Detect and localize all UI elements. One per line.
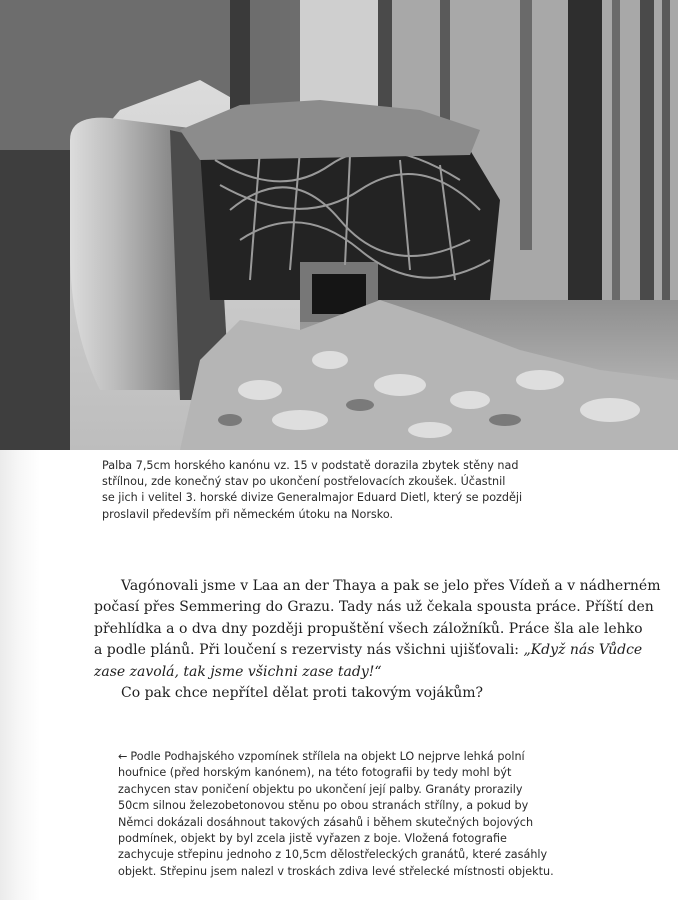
body-line: počasí přes Semmering do Grazu. Tady nás už čekala spousta práce. Příští den <box>94 599 654 616</box>
left-arrow-icon: ← <box>118 750 128 763</box>
side-note <box>118 749 558 880</box>
photo-caption <box>102 458 542 523</box>
body-quote: „Když nás Vůdce <box>523 642 643 659</box>
note-line: 50cm silnou železobetonovou stěnu po obou stranách střílny, a pokud by <box>118 799 529 813</box>
main-paragraph <box>94 576 661 704</box>
caption-line: se jich i velitel 3. horské divize Generalmajor Eduard Dietl, který se později <box>102 491 523 505</box>
body-line-text: a podle plánů. Při loučení s rezervisty nás všichni ujišťovali: <box>94 642 524 659</box>
caption-line: proslavil především při německém útoku na Norsko. <box>102 507 394 521</box>
body-line: Vagónovali jsme v Laa an der Thaya a pak se jelo přes Vídeň a v nádherném <box>121 578 661 594</box>
note-line <box>118 749 558 765</box>
note-line: zachycen stav poničení objektu po ukončení její palby. Granáty prorazily <box>118 782 523 796</box>
body-line <box>94 640 643 661</box>
note-line: podmínek, objekt by byl zcela jistě vyřazen z boje. Vložená fotografie <box>118 832 507 846</box>
note-line-text: Podle Podhajského vzpomínek střílela na objekt LO nejprve lehká polní <box>130 750 525 763</box>
body-line: Co pak chce nepřítel dělat proti takovým vojákům? <box>121 685 484 702</box>
note-line: objekt. Střepinu jsem nalezl v troskách zdiva levé střelecké místnosti objektu. <box>118 864 554 878</box>
note-line: houfnice (před horským kanónem), na této fotografii by tedy mohl být <box>118 766 512 780</box>
note-line: zachycuje střepinu jednoho z 10,5cm dělostřeleckých granátů, které zasáhly <box>118 848 548 862</box>
caption-line: střílnou, zde konečný stav po ukončení postřelovacích zkoušek. Účastnil <box>102 475 506 489</box>
body-quote: zase zavolá, tak jsme všichni zase tady!“ <box>94 663 382 680</box>
body-line: přehlídka a o dva dny později propuštění všech záložníků. Práce šla ale lehko <box>94 620 643 637</box>
note-line: Němci dokázali dosáhnout takových zásahů i během skutečných bojových <box>118 815 534 829</box>
caption-line: Palba 7,5cm horského kanónu vz. 15 v podstatě dorazila zbytek stěny nad <box>102 459 519 472</box>
